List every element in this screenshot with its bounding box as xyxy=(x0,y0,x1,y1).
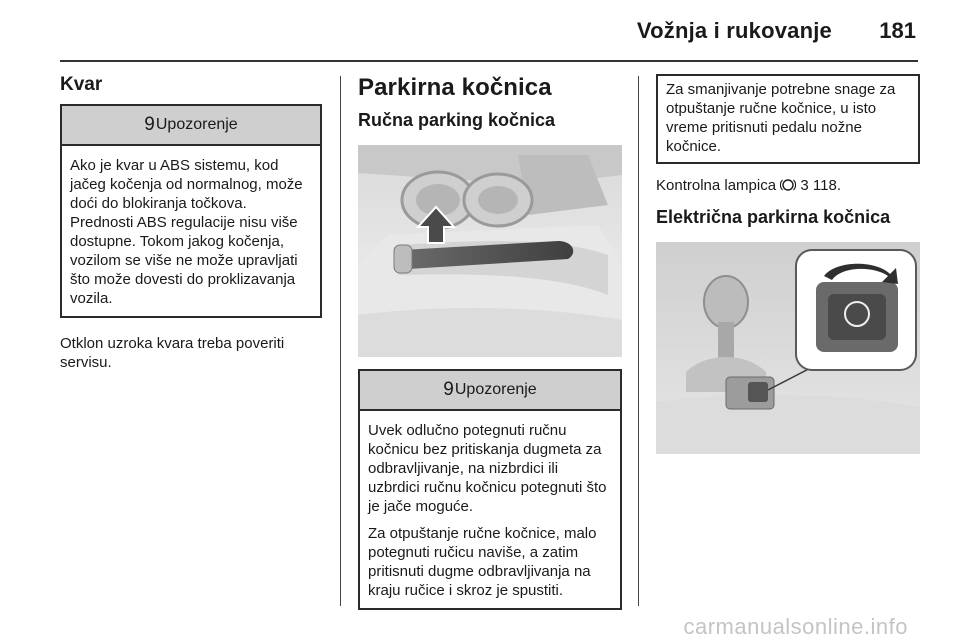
column-divider xyxy=(638,76,639,606)
chapter-title: Vožnja i rukovanje xyxy=(636,18,832,43)
section-title-parking-brake: Parkirna kočnica xyxy=(358,74,552,101)
watermark: carmanualsonline.info xyxy=(683,614,908,639)
warning-icon: 9 xyxy=(144,114,155,135)
warning-text: Uvek odlučno potegnuti ručnu kočnicu bez pritiskanja dugmeta za odbravljivanje, na nizbrdici ili uzbrdici ručnu kočnicu potegnuti što je jače moguće. xyxy=(368,422,607,515)
section-heading-kvar: Kvar xyxy=(60,74,103,95)
warning-label: Upozorenje xyxy=(155,116,238,133)
page-reference: 3 118. xyxy=(800,177,842,194)
subsection-heading-hand-brake: Ručna parking kočnica xyxy=(358,110,556,130)
warning-body xyxy=(62,146,320,316)
info-box: Za smanjivanje potrebne snage za otpuštanje ručne kočnice, u isto vreme pritisnuti pedalu nožne kočnice. xyxy=(656,74,920,164)
warning-label: Upozorenje xyxy=(454,381,537,398)
page-number: 181 xyxy=(879,18,916,43)
warning-body xyxy=(360,411,620,608)
warning-text: Za otpuštanje ručne kočnice, malo potegnuti ručicu naviše, a zatim pritisnuti dugme odbravljivanja na kraju ručice i skroz je spustiti. xyxy=(368,525,597,599)
warning-box xyxy=(358,369,622,610)
header-rule xyxy=(60,60,918,62)
brake-lamp-icon xyxy=(780,178,796,192)
warning-text: Ako je kvar u ABS sistemu, kod jačeg kočenja od normalnog, može doći do blokiranja točkova. Prednosti ABS regulacije nisu više dostupne. Tokom jakog kočenja, vozilom se više ne može upravljati što može dovesti do proklizavanja vozila. xyxy=(70,157,303,307)
section-heading-electric-brake: Električna parkirna kočnica xyxy=(656,207,891,227)
body-text: Otklon uzroka kvara treba poveriti servisu. xyxy=(60,335,285,371)
control-lamp-label: Kontrolna lampica xyxy=(656,177,777,194)
column-left xyxy=(60,74,322,372)
column-divider xyxy=(340,76,341,606)
warning-header xyxy=(62,106,320,146)
control-lamp-text xyxy=(656,176,920,195)
warning-header xyxy=(360,371,620,411)
warning-box xyxy=(60,104,322,318)
hand-brake-illustration xyxy=(358,145,622,357)
page-header xyxy=(0,0,960,60)
warning-icon: 9 xyxy=(443,379,454,400)
column-right xyxy=(656,74,920,454)
electric-parking-brake-illustration xyxy=(656,242,920,454)
column-middle xyxy=(358,74,622,610)
